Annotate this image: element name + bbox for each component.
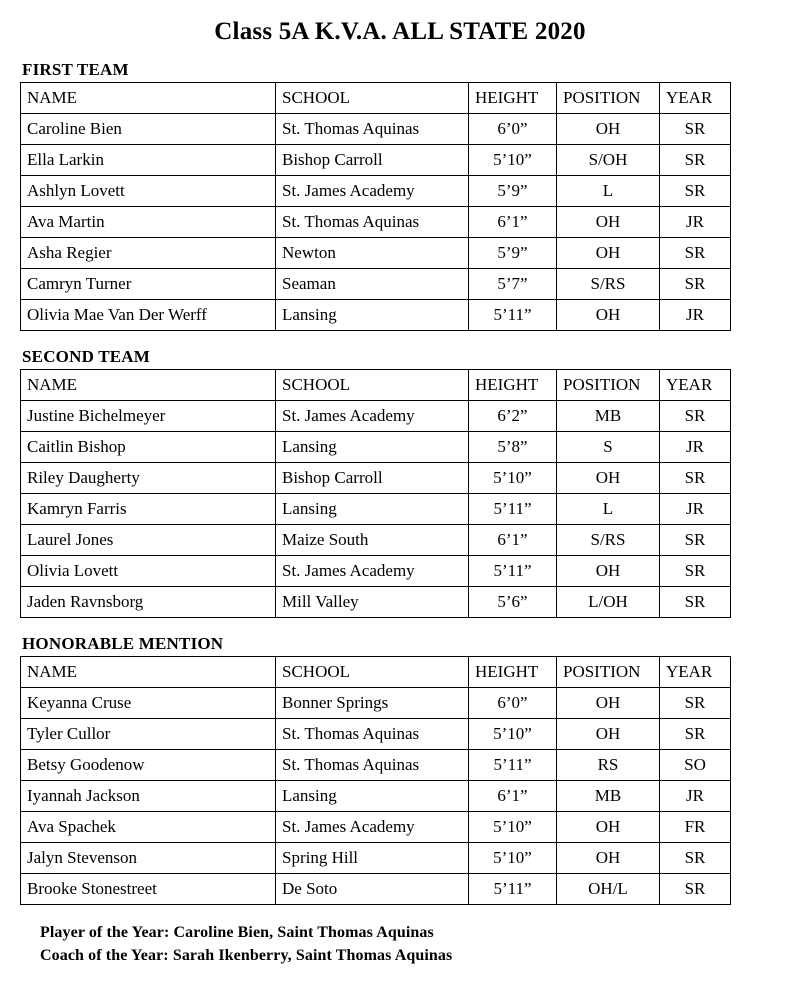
- column-header-school: SCHOOL: [276, 370, 469, 401]
- cell-name: Olivia Lovett: [21, 556, 276, 587]
- column-header-name: NAME: [21, 83, 276, 114]
- cell-school: Lansing: [276, 781, 469, 812]
- cell-school: Newton: [276, 238, 469, 269]
- cell-position: MB: [557, 401, 660, 432]
- cell-school: Mill Valley: [276, 587, 469, 618]
- table-row: [21, 525, 731, 556]
- cell-name: Ashlyn Lovett: [21, 176, 276, 207]
- coach-of-the-year: Coach of the Year: Sarah Ikenberry, Saint Thomas Aquinas: [40, 947, 453, 965]
- section-honorable-mention: [20, 634, 780, 905]
- cell-position: S/RS: [557, 525, 660, 556]
- awards-section: [40, 921, 780, 967]
- section-first-team: [20, 60, 780, 331]
- cell-position: OH/L: [557, 874, 660, 905]
- table-row: [21, 114, 731, 145]
- cell-height: 6’2”: [469, 401, 557, 432]
- cell-school: Lansing: [276, 432, 469, 463]
- cell-position: MB: [557, 781, 660, 812]
- cell-school: Lansing: [276, 300, 469, 331]
- page-title: Class 5A K.V.A. ALL STATE 2020: [214, 18, 586, 45]
- cell-position: OH: [557, 300, 660, 331]
- cell-height: 5’11”: [469, 556, 557, 587]
- cell-height: 5’11”: [469, 750, 557, 781]
- section-heading: FIRST TEAM: [22, 60, 129, 79]
- cell-position: OH: [557, 238, 660, 269]
- column-header-position: POSITION: [557, 370, 660, 401]
- table-row: [21, 269, 731, 300]
- cell-year: SR: [660, 556, 731, 587]
- cell-height: 5’10”: [469, 719, 557, 750]
- cell-name: Keyanna Cruse: [21, 688, 276, 719]
- cell-year: SR: [660, 874, 731, 905]
- cell-height: 5’6”: [469, 587, 557, 618]
- column-header-year: YEAR: [660, 370, 731, 401]
- table-header-row: [21, 657, 731, 688]
- cell-school: Lansing: [276, 494, 469, 525]
- cell-height: 5’10”: [469, 843, 557, 874]
- cell-school: Maize South: [276, 525, 469, 556]
- cell-school: Bishop Carroll: [276, 463, 469, 494]
- cell-name: Ava Spachek: [21, 812, 276, 843]
- cell-year: JR: [660, 781, 731, 812]
- cell-name: Betsy Goodenow: [21, 750, 276, 781]
- table-row: [21, 812, 731, 843]
- section-heading: HONORABLE MENTION: [22, 634, 224, 653]
- cell-position: L: [557, 176, 660, 207]
- cell-height: 6’1”: [469, 207, 557, 238]
- cell-height: 6’1”: [469, 525, 557, 556]
- cell-year: SR: [660, 269, 731, 300]
- table-row: [21, 238, 731, 269]
- column-header-name: NAME: [21, 657, 276, 688]
- cell-year: SR: [660, 238, 731, 269]
- cell-position: OH: [557, 812, 660, 843]
- cell-year: SR: [660, 176, 731, 207]
- cell-school: St. Thomas Aquinas: [276, 719, 469, 750]
- cell-school: St. Thomas Aquinas: [276, 114, 469, 145]
- cell-position: OH: [557, 719, 660, 750]
- cell-year: SR: [660, 688, 731, 719]
- column-header-year: YEAR: [660, 83, 731, 114]
- column-header-school: SCHOOL: [276, 83, 469, 114]
- cell-position: OH: [557, 843, 660, 874]
- table-row: [21, 874, 731, 905]
- cell-name: Caitlin Bishop: [21, 432, 276, 463]
- cell-position: OH: [557, 556, 660, 587]
- column-header-year: YEAR: [660, 657, 731, 688]
- cell-school: Seaman: [276, 269, 469, 300]
- table-row: [21, 750, 731, 781]
- table-row: [21, 781, 731, 812]
- column-header-position: POSITION: [557, 657, 660, 688]
- cell-height: 5’11”: [469, 874, 557, 905]
- column-header-height: HEIGHT: [469, 370, 557, 401]
- player-of-the-year: Player of the Year: Caroline Bien, Saint Thomas Aquinas: [40, 924, 434, 941]
- cell-year: SR: [660, 843, 731, 874]
- cell-position: OH: [557, 688, 660, 719]
- table-row: [21, 432, 731, 463]
- cell-name: Ava Martin: [21, 207, 276, 238]
- cell-position: S: [557, 432, 660, 463]
- cell-position: OH: [557, 463, 660, 494]
- cell-name: Kamryn Farris: [21, 494, 276, 525]
- cell-name: Ella Larkin: [21, 145, 276, 176]
- table-row: [21, 463, 731, 494]
- table-row: [21, 494, 731, 525]
- cell-name: Tyler Cullor: [21, 719, 276, 750]
- cell-year: SR: [660, 719, 731, 750]
- cell-year: SR: [660, 145, 731, 176]
- roster-table: [20, 656, 731, 905]
- cell-height: 6’0”: [469, 114, 557, 145]
- cell-height: 5’11”: [469, 494, 557, 525]
- table-row: [21, 688, 731, 719]
- cell-name: Riley Daugherty: [21, 463, 276, 494]
- cell-name: Asha Regier: [21, 238, 276, 269]
- cell-year: SR: [660, 587, 731, 618]
- cell-school: St. James Academy: [276, 401, 469, 432]
- cell-height: 5’10”: [469, 145, 557, 176]
- cell-school: St. James Academy: [276, 556, 469, 587]
- table-row: [21, 145, 731, 176]
- cell-year: JR: [660, 207, 731, 238]
- cell-year: SR: [660, 463, 731, 494]
- cell-year: SO: [660, 750, 731, 781]
- cell-height: 5’10”: [469, 812, 557, 843]
- cell-year: SR: [660, 401, 731, 432]
- cell-year: FR: [660, 812, 731, 843]
- cell-year: SR: [660, 114, 731, 145]
- cell-name: Laurel Jones: [21, 525, 276, 556]
- cell-name: Caroline Bien: [21, 114, 276, 145]
- table-header-row: [21, 83, 731, 114]
- roster-table: [20, 369, 731, 618]
- cell-height: 5’8”: [469, 432, 557, 463]
- table-header-row: [21, 370, 731, 401]
- cell-height: 6’0”: [469, 688, 557, 719]
- cell-school: St. James Academy: [276, 176, 469, 207]
- cell-height: 5’9”: [469, 238, 557, 269]
- cell-position: L/OH: [557, 587, 660, 618]
- section-second-team: [20, 347, 780, 618]
- cell-position: OH: [557, 114, 660, 145]
- cell-name: Camryn Turner: [21, 269, 276, 300]
- column-header-school: SCHOOL: [276, 657, 469, 688]
- cell-school: Bishop Carroll: [276, 145, 469, 176]
- cell-name: Brooke Stonestreet: [21, 874, 276, 905]
- table-row: [21, 556, 731, 587]
- cell-height: 5’7”: [469, 269, 557, 300]
- table-row: [21, 176, 731, 207]
- table-row: [21, 300, 731, 331]
- table-row: [21, 207, 731, 238]
- table-row: [21, 719, 731, 750]
- cell-name: Jalyn Stevenson: [21, 843, 276, 874]
- cell-school: St. Thomas Aquinas: [276, 207, 469, 238]
- cell-height: 5’11”: [469, 300, 557, 331]
- cell-height: 5’10”: [469, 463, 557, 494]
- table-row: [21, 401, 731, 432]
- roster-table: [20, 82, 731, 331]
- table-row: [21, 843, 731, 874]
- cell-school: Spring Hill: [276, 843, 469, 874]
- cell-position: S/OH: [557, 145, 660, 176]
- cell-year: SR: [660, 525, 731, 556]
- cell-position: L: [557, 494, 660, 525]
- cell-school: St. James Academy: [276, 812, 469, 843]
- column-header-height: HEIGHT: [469, 657, 557, 688]
- cell-name: Iyannah Jackson: [21, 781, 276, 812]
- cell-height: 6’1”: [469, 781, 557, 812]
- cell-school: St. Thomas Aquinas: [276, 750, 469, 781]
- cell-school: Bonner Springs: [276, 688, 469, 719]
- cell-position: OH: [557, 207, 660, 238]
- cell-year: JR: [660, 494, 731, 525]
- column-header-name: NAME: [21, 370, 276, 401]
- cell-position: RS: [557, 750, 660, 781]
- cell-school: De Soto: [276, 874, 469, 905]
- cell-height: 5’9”: [469, 176, 557, 207]
- cell-name: Jaden Ravnsborg: [21, 587, 276, 618]
- section-heading: SECOND TEAM: [22, 347, 150, 366]
- cell-name: Justine Bichelmeyer: [21, 401, 276, 432]
- cell-position: S/RS: [557, 269, 660, 300]
- table-row: [21, 587, 731, 618]
- cell-name: Olivia Mae Van Der Werff: [21, 300, 276, 331]
- cell-year: JR: [660, 300, 731, 331]
- column-header-position: POSITION: [557, 83, 660, 114]
- cell-year: JR: [660, 432, 731, 463]
- column-header-height: HEIGHT: [469, 83, 557, 114]
